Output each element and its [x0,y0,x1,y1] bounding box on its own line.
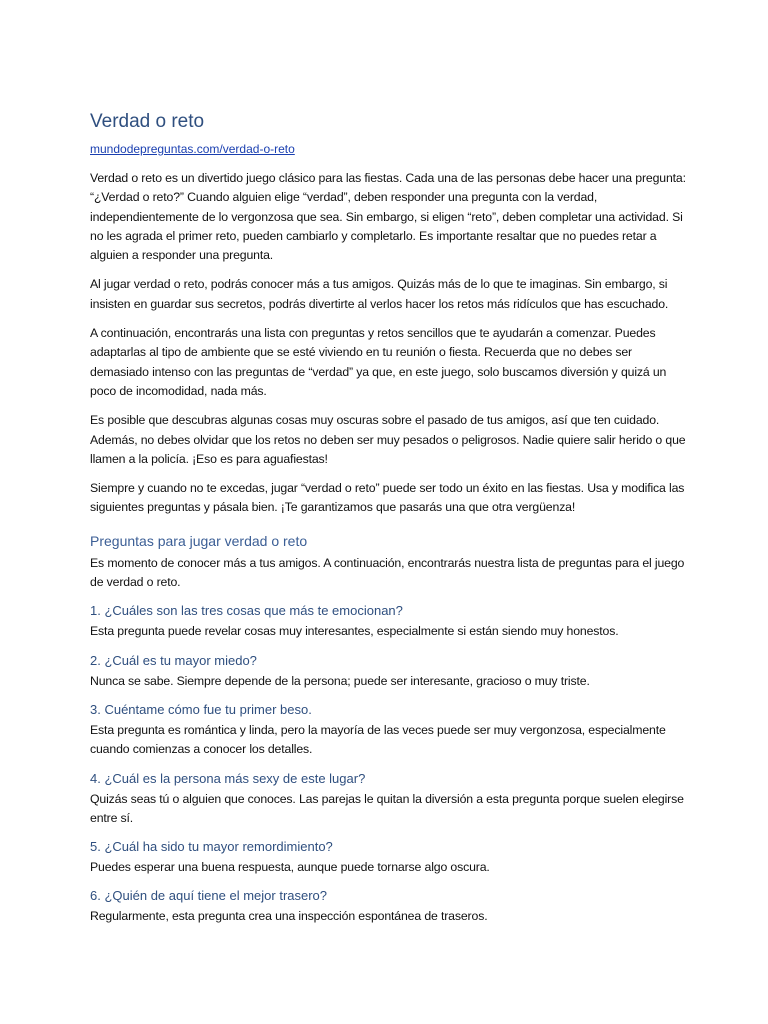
question-title: 3. Cuéntame cómo fue tu primer beso. [90,701,312,717]
question-text: Esta pregunta es romántica y linda, pero la mayoría de las veces puede ser muy vergonzosa, especialmente cuando comienzas a conocer los detalles. [90,722,666,757]
question-title: 1. ¿Cuáles son las tres cosas que más te emocionan? [90,603,403,619]
question-text: Nunca se sabe. Siempre depende de la persona; puede ser interesante, gracioso o muy triste. [90,673,590,688]
question-item [90,652,688,691]
question-text: Puedes esperar una buena respuesta, aunque puede tornarse algo oscura. [90,860,490,875]
question-text: Regularmente, esta pregunta crea una inspección espontánea de traseros. [90,909,488,924]
paragraph-4: Es posible que descubras algunas cosas muy oscuras sobre el pasado de tus amigos, así que ten cuidado. Además, no debes olvidar que los retos no deben ser muy pesados o peligrosos. Nadie quiere salir herido o que llamen a la policía. ¡Eso es para aguafiestas! [90,413,686,466]
paragraph-3: A continuación, encontrarás una lista con preguntas y retos sencillos que te ayudarán a comenzar. Puedes adaptarlas al tipo de ambiente que se esté viviendo en tu reunión o fiesta. Recuerda que no debes ser demasiado intenso con las preguntas de “verdad” ya que, en este juego, solo buscamos diversión y quizá un poco de incomodidad, nada más. [90,326,667,398]
question-item [90,701,688,760]
question-item [90,887,688,926]
paragraph-2: Al jugar verdad o reto, podrás conocer más a tus amigos. Quizás más de lo que te imaginas. Sin embargo, si insisten en guardar sus secretos, podrás divertirte al verlos hacer los retos más ridículos que has escuchado. [90,277,669,311]
question-item [90,602,688,641]
section-heading: Preguntas para jugar verdad o reto [90,532,308,549]
section-intro: Es momento de conocer más a tus amigos. A continuación, encontrarás nuestra lista de preguntas para el juego de verdad o reto. [90,555,685,590]
question-text: Esta pregunta puede revelar cosas muy interesantes, especialmente si están siendo muy honestos. [90,624,619,639]
question-item [90,838,688,877]
question-title: 2. ¿Cuál es tu mayor miedo? [90,652,257,668]
question-title: 5. ¿Cuál ha sido tu mayor remordimiento? [90,839,333,855]
paragraph-1: Verdad o reto es un divertido juego clásico para las fiestas. Cada una de las personas debe hacer una pregunta: “¿Verdad o reto?” Cuando alguien elige “verdad”, deben responder una pregunta con la verdad, independientemente de lo vergonzosa que sea. Sin embargo, si eligen “reto”, deben completar una actividad. Si no les agrada el primer reto, pueden cambiarlo y completarlo. Es importante resaltar que no puedes retar a alguien a responder una pregunta. [90,171,686,263]
question-item [90,770,688,829]
question-title: 6. ¿Quién de aquí tiene el mejor trasero? [90,888,328,904]
question-title: 4. ¿Cuál es la persona más sexy de este lugar? [90,770,366,786]
source-link[interactable]: mundodepreguntas.com/verdad-o-reto [90,142,295,156]
page-title: Verdad o reto [90,111,205,132]
paragraph-5: Siempre y cuando no te excedas, jugar “verdad o reto” puede ser todo un éxito en las fiestas. Usa y modifica las siguientes preguntas y pásala bien. ¡Te garantizamos que pasarás una que otra vergüenza! [90,481,685,515]
question-text: Quizás seas tú o alguien que conoces. Las parejas le quitan la diversión a esta pregunta porque suelen elegirse entre sí. [90,791,684,825]
